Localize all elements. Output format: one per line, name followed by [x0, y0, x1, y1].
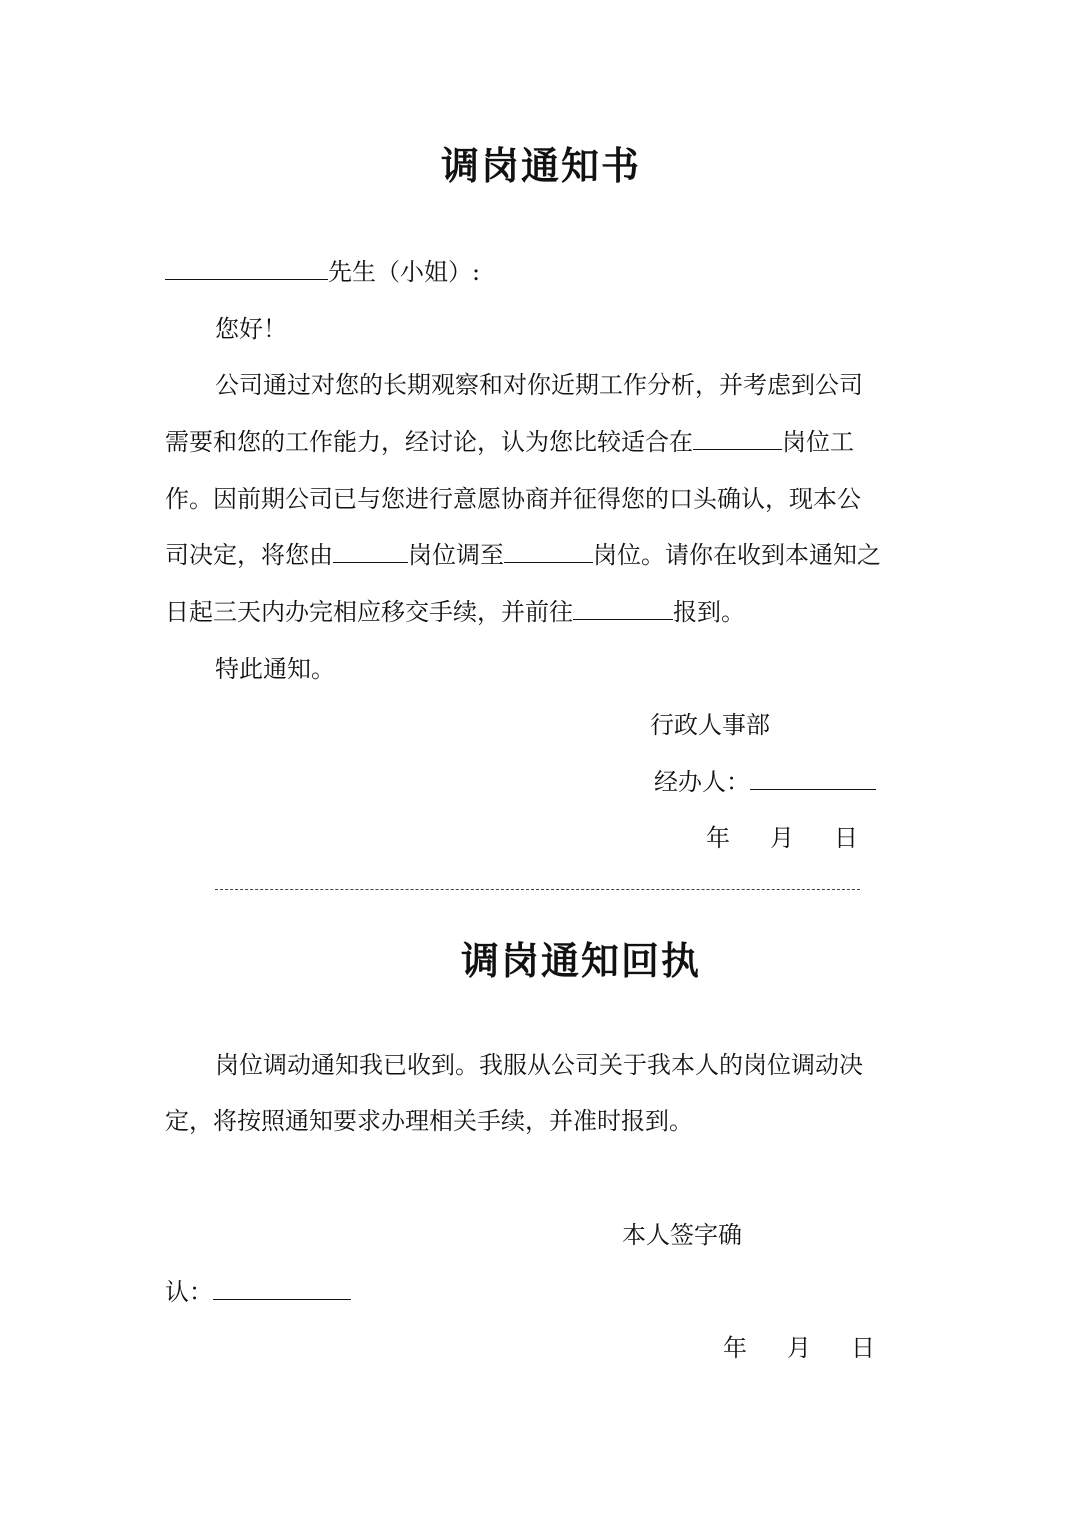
cut-line-divider — [215, 889, 860, 890]
receipt-date-month: 月 — [787, 1334, 811, 1362]
notice-para-line-5 — [165, 597, 745, 627]
notice-para-line-2a: 需要和您的工作能力，经讨论，认为您比较适合在 — [165, 428, 693, 456]
sign-label-a: 本人签字确 — [622, 1221, 742, 1249]
notice-para-line-4a: 司决定，将您由 — [165, 541, 333, 569]
notice-para-line-4 — [165, 540, 881, 570]
notice-para-line-3: 作。因前期公司已与您进行意愿协商并征得您的口头确认，现本公 — [165, 485, 861, 513]
notice-date-month: 月 — [770, 824, 794, 852]
notice-para-line-1: 公司通过对您的长期观察和对你近期工作分析，并考虑到公司 — [215, 371, 863, 399]
notice-para-line-2b: 岗位工 — [782, 428, 854, 456]
receipt-para-line-1: 岗位调动通知我已收到。我服从公司关于我本人的岗位调动决 — [215, 1051, 863, 1079]
handler-label: 经办人： — [654, 768, 750, 796]
from-position-blank[interactable] — [333, 540, 408, 563]
name-blank[interactable] — [165, 257, 328, 280]
handler-blank[interactable] — [750, 767, 876, 790]
closing-text: 特此通知。 — [215, 655, 335, 683]
notice-date-day: 日 — [834, 824, 858, 852]
salutation-line — [165, 257, 480, 287]
notice-para-line-4c: 岗位。请你在收到本通知之 — [593, 541, 881, 569]
handler-line — [654, 767, 876, 797]
receipt-para-line-2: 定，将按照通知要求办理相关手续，并准时报到。 — [165, 1107, 693, 1135]
notice-para-line-4b: 岗位调至 — [408, 541, 504, 569]
receipt-title: 调岗通知回执 — [461, 938, 702, 983]
notice-para-line-2 — [165, 427, 854, 457]
salutation-suffix: 先生（小姐）: — [328, 258, 481, 286]
notice-title: 调岗通知书 — [441, 143, 642, 188]
to-position-blank[interactable] — [504, 540, 593, 563]
sign-label-b: 认： — [165, 1278, 213, 1306]
notice-date-year: 年 — [706, 824, 730, 852]
receipt-date-year: 年 — [723, 1334, 747, 1362]
suitable-position-blank[interactable] — [693, 427, 782, 450]
notice-para-line-5a: 日起三天内办完相应移交手续，并前往 — [165, 598, 573, 626]
department: 行政人事部 — [650, 711, 770, 739]
sign-line — [165, 1277, 351, 1307]
notice-para-line-5b: 报到。 — [673, 598, 745, 626]
receipt-date-day: 日 — [851, 1334, 875, 1362]
report-location-blank[interactable] — [573, 597, 673, 620]
greeting: 您好！ — [215, 315, 287, 343]
signature-blank[interactable] — [213, 1277, 351, 1300]
